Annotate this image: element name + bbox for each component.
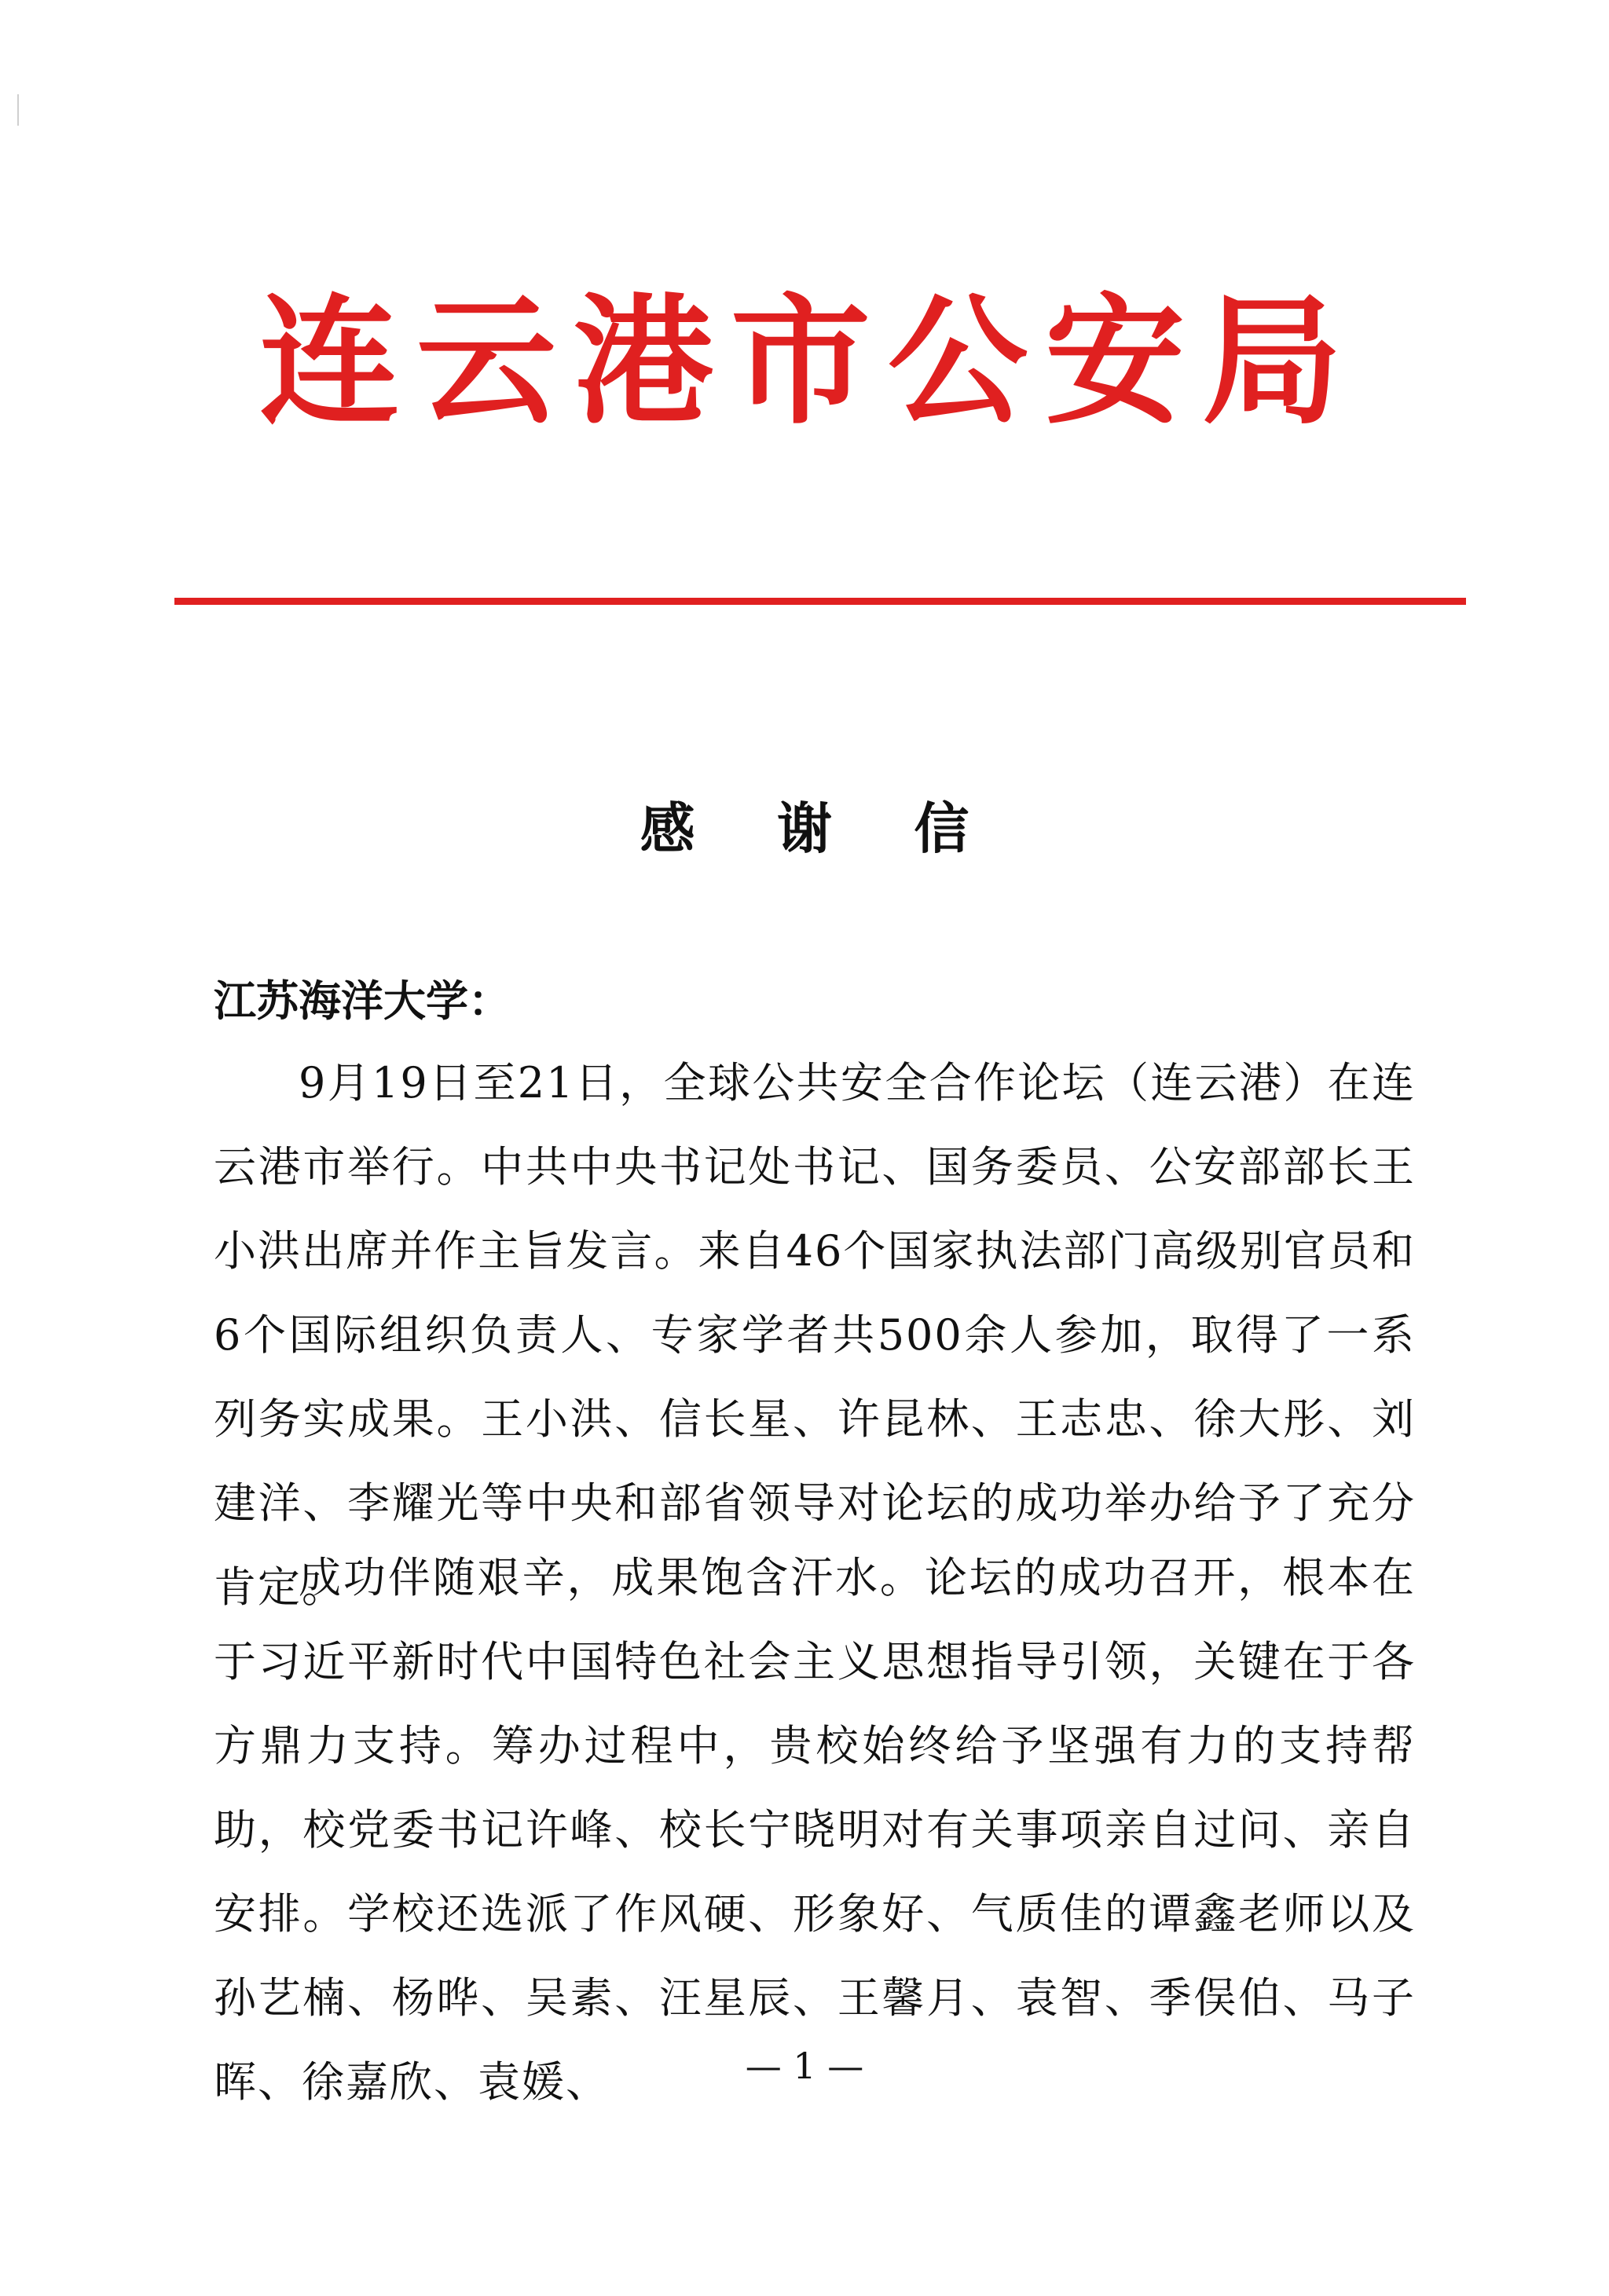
paragraph-text: 成功伴随艰辛，成果饱含汗水。论坛的成功召开，根本在于习近平新时代中国特色社会主义思想指导引领，关键在于各方鼎力支持。筹办过程中，贵校始终给予坚强有力的支持帮助，校党委书记许峰、校长宁晓明对有关事项亲自过问、亲自安排。学校还选派了作风硬、形象好、气质佳的谭鑫老师以及孙艺楠、杨晔、吴素、汪星辰、王馨月、袁智、季俣伯、马子晖、徐嘉欣、袁媛、 — [214, 1553, 1416, 2107]
scan-margin-mark — [17, 94, 19, 126]
issuing-organization-header: 连云港市公安局 — [259, 279, 1359, 443]
letter-paragraph-2 — [214, 1536, 1416, 2124]
paragraph-text: 9月19日至21日，全球公共安全合作论坛（连云港）在连云港市举行。中共中央书记处书记、国务委员、公安部部长王小洪出席并作主旨发言。来自46个国家执法部门高级别官员和6个国际组织负责人、专家学者共500余人参加，取得了一系列务实成果。王小洪、信长星、许昆林、王志忠、徐大彤、刘建洋、李耀光等中央和部省领导对论坛的成功举办给予了充分肯定。 — [214, 1058, 1416, 1612]
letter-salutation: 江苏海洋大学： — [214, 976, 511, 1026]
header-red-rule — [174, 598, 1466, 605]
letter-title: 感 谢 信 — [640, 796, 1001, 861]
page-number: — 1 — — [745, 2045, 864, 2087]
